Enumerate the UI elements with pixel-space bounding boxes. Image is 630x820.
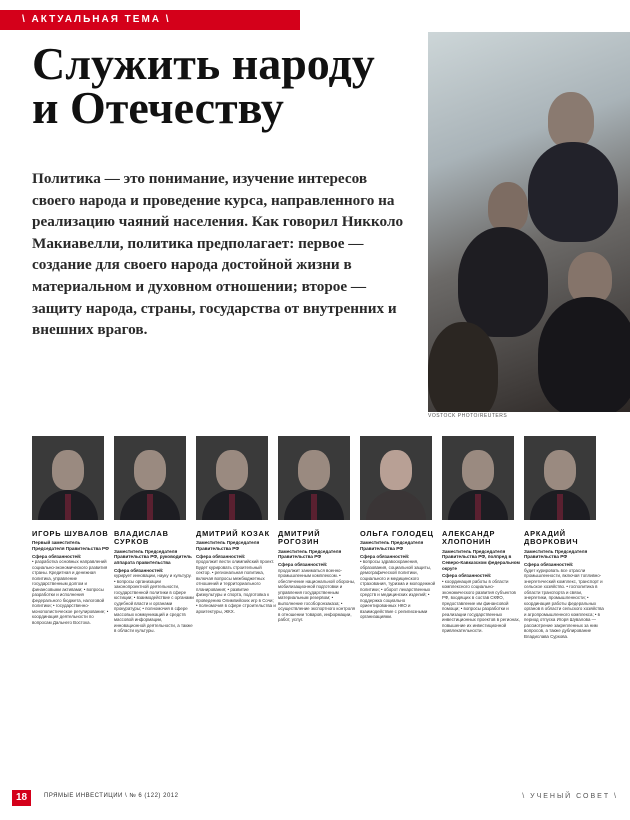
person-position: Заместитель Председателя Правительства РФ (196, 540, 260, 551)
person-card (524, 436, 604, 639)
person-duties: курирует инновации, науку и культуру. • вопросы организации законопроектной деятельности, государственной политики в сфере юстиции; • взаимодействие с органами судебной власти и органами прокуратуры; • полномочия в сфере массовых коммуникаций и средств массовой информации, инновационной деятельности, а также в области культуры. (114, 573, 194, 634)
title-line-1: Служить народу (32, 38, 375, 89)
person-position: Заместитель Председателя Правительства РФ (278, 548, 342, 560)
person-name: ДМИТРИЙ РОГОЗИН (278, 529, 321, 547)
person-duties: продолжит вести олимпийский проект. Будет курировать строительный сектор. • региональная политика, включая вопросы межбюджетных отношений и территориального планирования; • развитие физкультуры и спорта, подготовка к проведению Олимпийских игр в Сочи; • полномочия в сфере строительства и архитектуры, ЖКХ. (196, 559, 276, 614)
person-card (278, 436, 358, 623)
person-name: ДМИТРИЙ КОЗАК (196, 529, 270, 538)
portrait-photo (442, 436, 514, 520)
person-duties: • координация работы в области комплексного социально-экономического развития субъектов РФ, входящих в состав СКФО, предоставление им финансовой помощи; • вопросы разработки и реализации государственных инвестиционных проектов в регионах, повышение их инвестиционной привлекательности. (442, 578, 520, 634)
person-card (32, 436, 112, 625)
person-duties: • разработка основных направлений социально-экономического развития страны. Кредитная и денежная политика, управление государственным долгом и финансовыми активами; • вопросы разработки и исполнения федерального бюджета, налоговой политики; • государственно-монополистическое регулирование; • координация деятельности по вопросам Дальнего Востока. (32, 559, 109, 625)
person-duties: • вопросы здравоохранения, образования, социальной защиты, демографической политики, социального и медицинского страхования, туризма и молодежной политики; • оборот лекарственных средств и медицинских изделий; • поддержка социально ориентированных НКО и взаимодействие с религиозными организациями. (360, 559, 436, 620)
duties-header: Сфера обязанностей: (360, 553, 410, 559)
duties-header: Сфера обязанностей: (196, 553, 246, 559)
person-name: ВЛАДИСЛАВ СУРКОВ (114, 529, 169, 547)
officials-list (32, 436, 624, 786)
section-name: \ УЧЕНЫЙ СОВЕТ \ (522, 793, 618, 800)
government-meeting-photo (428, 32, 630, 412)
person-position: Заместитель Председателя Правительства РФ, руководитель аппарата правительства (114, 548, 192, 565)
portrait-photo (360, 436, 432, 520)
person-name: АРКАДИЙ ДВОРКОВИЧ (524, 529, 579, 547)
person-card (360, 436, 440, 620)
person-position: Первый заместитель Председателя Правительства РФ (32, 540, 109, 551)
person-card (442, 436, 522, 634)
person-name: ОЛЬГА ГОЛОДЕЦ (360, 529, 434, 538)
photo-credit: VOSTOCK PHOTO/REUTERS (428, 413, 508, 419)
duties-header: Сфера обязанностей: (32, 553, 82, 559)
article-title (32, 38, 412, 133)
person-position: Заместитель Председателя Правительства РФ (360, 540, 424, 551)
portrait-photo (278, 436, 350, 520)
page-footer (0, 790, 630, 810)
section-rubric: \ АКТУАЛЬНАЯ ТЕМА \ (0, 10, 300, 30)
portrait-photo (196, 436, 268, 520)
duties-header: Сфера обязанностей: (524, 562, 574, 567)
duties-header: Сфера обязанностей: (442, 573, 492, 579)
duties-header: Сфера обязанностей: (278, 562, 328, 567)
title-line-2: и Отечеству (32, 82, 284, 133)
magazine-issue: ПРЯМЫЕ ИНВЕСТИЦИИ \ № 6 (122) 2012 (44, 793, 179, 799)
page-number: 18 (12, 790, 31, 806)
person-duties: будет курировать все отрасли промышленности, включая топливно-энергетический комплекс, транспорт и сельское хозяйство. • госполитика в области транспорта и связи, энергетики, промышленности; • координация работы федеральных органов в области сельского хозяйства и агропромышленного комплекса; • в период отпуска Игоря Шувалова — рассмотрение закрепленных за ним вопросов, а также дублирование Владислава Суркова. (524, 567, 604, 639)
person-position: Заместитель Председателя Правительства РФ (524, 548, 588, 560)
person-position: Заместитель Председателя Правительства РФ, полпред в Северо-Кавказском федеральном округе (442, 548, 520, 571)
person-name: АЛЕКСАНДР ХЛОПОНИН (442, 529, 496, 547)
lead-paragraph: Политика — это понимание, изучение интересов своего народа и проведение курса, направленного на реализацию чаяний населения. Как говорил Никколо Макиавелли, политика предполагает: первое — создание для своего народа достойной жизни в материальном и духовном отношении; второе — защиту народа, страны, государства от внутренних и внешних врагов. (32, 170, 404, 339)
person-card (114, 436, 194, 634)
portrait-photo (32, 436, 104, 520)
person-card (196, 436, 276, 614)
person-name: ИГОРЬ ШУВАЛОВ (32, 529, 109, 538)
person-duties: продолжит заниматься военно-промышленным комплексом. • обеспечение национальной обороны, мобилизационной подготовки и управления государственным материальным резервом; • выполнение гособоронзаказа; • осуществление экспортного контроля в отношении товаров, информации, работ, услуг. (278, 567, 356, 623)
duties-header: Сфера обязанностей: (114, 567, 164, 573)
portrait-photo (114, 436, 186, 520)
portrait-photo (524, 436, 596, 520)
